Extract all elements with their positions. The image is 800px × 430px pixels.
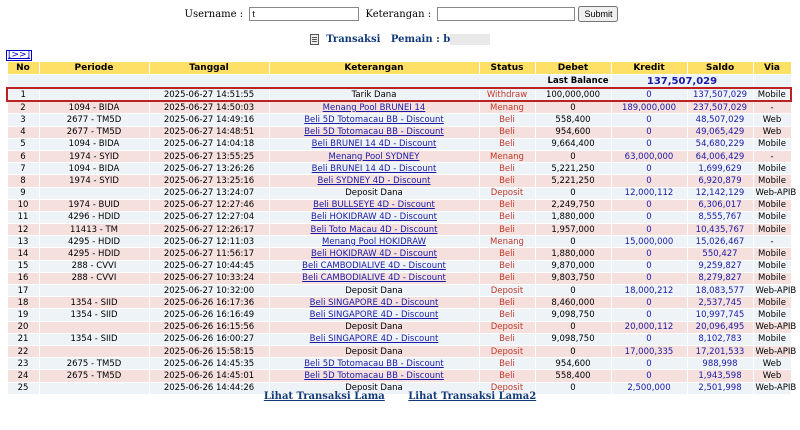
row-saldo: 6,306,017 <box>687 199 753 211</box>
last-balance-empty <box>753 75 791 89</box>
row-periode: 1354 - SIID <box>39 333 149 345</box>
row-status: Beli <box>479 224 535 236</box>
row-kredit: 0 <box>611 126 687 138</box>
row-status: Beli <box>479 114 535 126</box>
row-saldo: 2,537,745 <box>687 297 753 309</box>
row-debet: 100,000,000 <box>535 88 611 101</box>
row-number: 23 <box>7 358 39 370</box>
row-saldo: 9,259,827 <box>687 260 753 272</box>
row-tanggal: 2025-06-26 16:17:36 <box>149 297 269 309</box>
row-tanggal: 2025-06-27 14:51:55 <box>149 88 269 101</box>
row-keterangan: Deposit Dana <box>269 187 479 199</box>
row-keterangan <box>269 150 479 162</box>
last-balance-label: Last Balance <box>7 75 611 89</box>
row-keterangan <box>269 114 479 126</box>
row-keterangan <box>269 236 479 248</box>
row-status: Beli <box>479 199 535 211</box>
row-status: Menang <box>479 101 535 114</box>
row-periode: 4295 - HDID <box>39 236 149 248</box>
row-kredit: 2,500,000 <box>611 382 687 394</box>
row-kredit: 63,000,000 <box>611 150 687 162</box>
row-keterangan-link[interactable]: Beli SINGAPORE 4D - Discount <box>309 334 439 345</box>
row-kredit: 0 <box>611 199 687 211</box>
row-via: Mobile <box>753 199 791 211</box>
row-number: 7 <box>7 163 39 175</box>
old-transactions-link[interactable]: Lihat Transaksi Lama <box>263 391 385 402</box>
column-header: Keterangan <box>269 62 479 75</box>
row-tanggal: 2025-06-27 10:32:00 <box>149 285 269 297</box>
pemain-label: Pemain : b <box>390 34 451 45</box>
row-periode <box>39 285 149 297</box>
table-row <box>7 272 791 284</box>
row-periode <box>39 345 149 357</box>
row-tanggal: 2025-06-26 16:16:49 <box>149 309 269 321</box>
row-debet: 2,249,750 <box>535 199 611 211</box>
row-via: Web <box>753 114 791 126</box>
row-number: 12 <box>7 224 39 236</box>
row-keterangan <box>269 175 479 187</box>
row-debet: 0 <box>535 321 611 333</box>
table-row <box>7 88 791 101</box>
column-header: Kredit <box>611 62 687 75</box>
row-kredit: 15,000,000 <box>611 236 687 248</box>
row-via: Mobile <box>753 248 791 260</box>
row-status: Beli <box>479 358 535 370</box>
row-via: Web-APIB <box>753 187 791 199</box>
row-debet: 1,880,000 <box>535 211 611 223</box>
old-transactions-link-2[interactable]: Lihat Transaksi Lama2 <box>408 391 537 402</box>
row-periode: 4295 - HDID <box>39 248 149 260</box>
row-debet: 0 <box>535 382 611 394</box>
row-periode <box>39 187 149 199</box>
row-saldo: 550,427 <box>687 248 753 260</box>
row-tanggal: 2025-06-26 15:58:15 <box>149 345 269 357</box>
row-number: 25 <box>7 382 39 394</box>
table-row <box>7 358 791 370</box>
row-keterangan: Deposit Dana <box>269 285 479 297</box>
row-via: Mobile <box>753 309 791 321</box>
row-keterangan <box>269 333 479 345</box>
row-keterangan-link[interactable]: Beli SYDNEY 4D - Discount <box>317 175 431 186</box>
row-periode: 1354 - SIID <box>39 297 149 309</box>
row-status: Beli <box>479 175 535 187</box>
row-periode: 1094 - BIDA <box>39 101 149 114</box>
row-number: 1 <box>7 88 39 101</box>
row-via: Mobile <box>753 260 791 272</box>
row-periode: 1974 - SYID <box>39 175 149 187</box>
row-kredit: 0 <box>611 370 687 382</box>
row-status: Menang <box>479 236 535 248</box>
table-row <box>7 150 791 162</box>
row-saldo: 49,065,429 <box>687 126 753 138</box>
row-keterangan: Deposit Dana <box>269 321 479 333</box>
row-via: - <box>753 101 791 114</box>
table-row <box>7 138 791 150</box>
row-tanggal: 2025-06-27 14:04:18 <box>149 138 269 150</box>
row-keterangan-link[interactable]: Beli 5D Totomacau BB - Discount <box>304 370 444 381</box>
table-row <box>7 126 791 138</box>
row-keterangan <box>269 309 479 321</box>
footer-links <box>0 391 800 402</box>
row-number: 3 <box>7 114 39 126</box>
row-via: Web-APIB <box>753 285 791 297</box>
row-keterangan <box>269 211 479 223</box>
row-periode: 2677 - TM5D <box>39 114 149 126</box>
row-periode: 11413 - TM <box>39 224 149 236</box>
submit-button[interactable]: Submit <box>578 6 618 22</box>
row-number: 20 <box>7 321 39 333</box>
row-saldo: 48,507,029 <box>687 114 753 126</box>
row-kredit: 0 <box>611 358 687 370</box>
row-tanggal: 2025-06-27 12:27:04 <box>149 211 269 223</box>
username-label: Username : <box>184 8 244 20</box>
row-via: Web <box>753 370 791 382</box>
row-status: Beli <box>479 370 535 382</box>
row-status: Menang <box>479 150 535 162</box>
row-tanggal: 2025-06-27 10:44:45 <box>149 260 269 272</box>
row-saldo: 988,998 <box>687 358 753 370</box>
row-number: 9 <box>7 187 39 199</box>
column-header: No <box>7 62 39 75</box>
row-tanggal: 2025-06-27 12:11:03 <box>149 236 269 248</box>
table-row <box>7 285 791 297</box>
document-icon <box>310 34 319 45</box>
row-status: Beli <box>479 163 535 175</box>
row-number: 13 <box>7 236 39 248</box>
row-keterangan-link[interactable]: Beli CAMBODIALIVE 4D - Discount <box>302 273 446 284</box>
row-tanggal: 2025-06-27 14:50:03 <box>149 101 269 114</box>
row-status: Deposit <box>479 187 535 199</box>
row-debet: 1,880,000 <box>535 248 611 260</box>
row-keterangan <box>269 224 479 236</box>
row-number: 22 <box>7 345 39 357</box>
row-via: - <box>753 236 791 248</box>
row-via: Mobile <box>753 297 791 309</box>
row-keterangan-link[interactable]: Menang Pool SYDNEY <box>328 151 420 162</box>
row-status: Withdraw <box>479 88 535 101</box>
row-via: Web-APIB <box>753 382 791 394</box>
row-status: Deposit <box>479 345 535 357</box>
row-kredit: 0 <box>611 248 687 260</box>
row-keterangan <box>269 101 479 114</box>
row-status: Deposit <box>479 321 535 333</box>
row-keterangan <box>269 126 479 138</box>
row-tanggal: 2025-06-26 14:45:35 <box>149 358 269 370</box>
page-title <box>0 34 800 45</box>
row-saldo: 8,555,767 <box>687 211 753 223</box>
row-via: Web <box>753 126 791 138</box>
row-via: - <box>753 150 791 162</box>
table-row <box>7 333 791 345</box>
row-saldo: 1,943,598 <box>687 370 753 382</box>
row-saldo: 64,006,429 <box>687 150 753 162</box>
row-periode: 1354 - SIID <box>39 309 149 321</box>
row-status: Deposit <box>479 285 535 297</box>
row-keterangan <box>269 358 479 370</box>
row-saldo: 8,102,783 <box>687 333 753 345</box>
row-kredit: 0 <box>611 297 687 309</box>
row-tanggal: 2025-06-26 14:45:01 <box>149 370 269 382</box>
row-saldo: 6,920,879 <box>687 175 753 187</box>
row-debet: 0 <box>535 101 611 114</box>
row-kredit: 12,000,112 <box>611 187 687 199</box>
row-via: Mobile <box>753 163 791 175</box>
row-saldo: 18,083,577 <box>687 285 753 297</box>
row-keterangan <box>269 260 479 272</box>
row-periode: 4296 - HDID <box>39 211 149 223</box>
row-debet: 5,221,250 <box>535 175 611 187</box>
row-keterangan: Deposit Dana <box>269 382 479 394</box>
row-periode: 2675 - TM5D <box>39 358 149 370</box>
row-keterangan-link[interactable]: Beli 5D Totomacau BB - Discount <box>304 127 444 138</box>
column-header: Periode <box>39 62 149 75</box>
row-status: Beli <box>479 211 535 223</box>
row-number: 17 <box>7 285 39 297</box>
row-periode: 288 - CVVI <box>39 260 149 272</box>
row-tanggal: 2025-06-27 14:49:16 <box>149 114 269 126</box>
row-kredit: 17,000,335 <box>611 345 687 357</box>
row-tanggal: 2025-06-27 14:48:51 <box>149 126 269 138</box>
row-keterangan-link[interactable]: Beli BRUNEI 14 4D - Discount <box>311 139 437 150</box>
row-keterangan-link[interactable]: Beli BRUNEI 14 4D - Discount <box>311 163 437 174</box>
row-tanggal: 2025-06-27 10:33:24 <box>149 272 269 284</box>
table-row <box>7 224 791 236</box>
row-periode <box>39 88 149 101</box>
row-via: Web <box>753 358 791 370</box>
row-via: Mobile <box>753 333 791 345</box>
row-number: 6 <box>7 150 39 162</box>
row-keterangan-link[interactable]: Beli SINGAPORE 4D - Discount <box>309 309 439 320</box>
row-debet: 0 <box>535 150 611 162</box>
row-status: Beli <box>479 333 535 345</box>
row-number: 21 <box>7 333 39 345</box>
row-periode: 1974 - SYID <box>39 150 149 162</box>
row-debet: 954,600 <box>535 126 611 138</box>
row-number: 24 <box>7 370 39 382</box>
row-debet: 558,400 <box>535 370 611 382</box>
row-keterangan: Tarik Dana <box>269 88 479 101</box>
row-keterangan <box>269 370 479 382</box>
table-row <box>7 309 791 321</box>
transaction-table <box>6 61 797 395</box>
row-number: 19 <box>7 309 39 321</box>
row-saldo: 137,507,029 <box>687 88 753 101</box>
row-keterangan-link[interactable]: Menang Pool HOKIDRAW <box>322 236 426 247</box>
row-periode: 1974 - BUID <box>39 199 149 211</box>
row-keterangan-link[interactable]: Beli SINGAPORE 4D - Discount <box>309 297 439 308</box>
row-kredit: 0 <box>611 309 687 321</box>
table-row <box>7 370 791 382</box>
row-number: 5 <box>7 138 39 150</box>
keterangan-label: Keterangan : <box>365 8 432 20</box>
row-via: Mobile <box>753 175 791 187</box>
row-keterangan-link[interactable]: Beli CAMBODIALIVE 4D - Discount <box>302 261 446 272</box>
row-via: Mobile <box>753 272 791 284</box>
table-row <box>7 345 791 357</box>
row-via: Web-APIB <box>753 345 791 357</box>
row-status: Beli <box>479 126 535 138</box>
redacted-player-name <box>450 34 490 45</box>
column-header: Status <box>479 62 535 75</box>
table-row <box>7 297 791 309</box>
row-number: 2 <box>7 101 39 114</box>
table-row <box>7 321 791 333</box>
row-saldo: 12,142,129 <box>687 187 753 199</box>
row-keterangan-link[interactable]: Menang Pool BRUNEI 14 <box>322 102 426 113</box>
expand-link[interactable]: [>>] <box>8 50 31 60</box>
row-tanggal: 2025-06-27 11:56:17 <box>149 248 269 260</box>
row-kredit: 0 <box>611 138 687 150</box>
row-status: Beli <box>479 297 535 309</box>
table-row <box>7 199 791 211</box>
row-saldo: 20,096,495 <box>687 321 753 333</box>
row-keterangan <box>269 163 479 175</box>
row-saldo: 10,435,767 <box>687 224 753 236</box>
table-row <box>7 101 791 114</box>
search-form <box>0 6 800 22</box>
row-number: 10 <box>7 199 39 211</box>
row-via: Mobile <box>753 138 791 150</box>
row-tanggal: 2025-06-26 14:44:26 <box>149 382 269 394</box>
row-kredit: 0 <box>611 211 687 223</box>
row-number: 8 <box>7 175 39 187</box>
row-debet: 9,664,400 <box>535 138 611 150</box>
table-row <box>7 260 791 272</box>
keterangan-input[interactable] <box>437 7 575 21</box>
row-tanggal: 2025-06-27 13:26:26 <box>149 163 269 175</box>
row-keterangan: Deposit Dana <box>269 345 479 357</box>
row-saldo: 15,026,467 <box>687 236 753 248</box>
row-debet: 1,957,000 <box>535 224 611 236</box>
row-keterangan <box>269 199 479 211</box>
row-number: 4 <box>7 126 39 138</box>
row-debet: 954,600 <box>535 358 611 370</box>
row-tanggal: 2025-06-27 12:27:46 <box>149 199 269 211</box>
row-tanggal: 2025-06-26 16:15:56 <box>149 321 269 333</box>
row-status: Beli <box>479 138 535 150</box>
row-debet: 558,400 <box>535 114 611 126</box>
row-debet: 9,803,750 <box>535 272 611 284</box>
row-keterangan-link[interactable]: Beli 5D Totomacau BB - Discount <box>304 358 444 369</box>
row-tanggal: 2025-06-27 12:26:17 <box>149 224 269 236</box>
last-balance-value: 137,507,029 <box>611 75 753 89</box>
row-debet: 9,098,750 <box>535 333 611 345</box>
row-keterangan-link[interactable]: Beli HOKIDRAW 4D - Discount <box>311 212 437 223</box>
column-header: Saldo <box>687 62 753 75</box>
row-saldo: 2,501,998 <box>687 382 753 394</box>
row-kredit: 0 <box>611 163 687 175</box>
row-keterangan-link[interactable]: Beli Toto Macau 4D - Discount <box>310 224 438 235</box>
row-periode: 1094 - BIDA <box>39 163 149 175</box>
row-debet: 5,221,250 <box>535 163 611 175</box>
row-kredit: 0 <box>611 224 687 236</box>
row-number: 15 <box>7 260 39 272</box>
row-keterangan-link[interactable]: Beli 5D Totomacau BB - Discount <box>304 114 444 125</box>
column-header: Tanggal <box>149 62 269 75</box>
row-via: Mobile <box>753 211 791 223</box>
row-number: 11 <box>7 211 39 223</box>
table-row <box>7 175 791 187</box>
table-row <box>7 248 791 260</box>
row-via: Web-APIB <box>753 321 791 333</box>
title-label: Transaksi <box>326 34 381 45</box>
row-kredit: 0 <box>611 260 687 272</box>
row-via: Mobile <box>753 224 791 236</box>
column-header: Via <box>753 62 791 75</box>
table-row <box>7 114 791 126</box>
row-saldo: 17,201,533 <box>687 345 753 357</box>
row-number: 16 <box>7 272 39 284</box>
table-row <box>7 187 791 199</box>
row-saldo: 54,680,229 <box>687 138 753 150</box>
row-periode <box>39 321 149 333</box>
row-kredit: 20,000,112 <box>611 321 687 333</box>
row-debet: 0 <box>535 187 611 199</box>
row-number: 18 <box>7 297 39 309</box>
row-status: Beli <box>479 272 535 284</box>
row-debet: 0 <box>535 285 611 297</box>
row-tanggal: 2025-06-27 13:55:25 <box>149 150 269 162</box>
row-status: Deposit <box>479 382 535 394</box>
row-kredit: 18,000,212 <box>611 285 687 297</box>
row-via: Mobile <box>753 88 791 101</box>
row-kredit: 0 <box>611 88 687 101</box>
column-header: Debet <box>535 62 611 75</box>
row-saldo: 237,507,029 <box>687 101 753 114</box>
row-saldo: 10,997,745 <box>687 309 753 321</box>
row-debet: 9,870,000 <box>535 260 611 272</box>
table-row <box>7 163 791 175</box>
row-kredit: 0 <box>611 272 687 284</box>
table-row <box>7 211 791 223</box>
row-periode: 288 - CVVI <box>39 272 149 284</box>
row-status: Beli <box>479 248 535 260</box>
row-keterangan <box>269 272 479 284</box>
row-keterangan-link[interactable]: Beli BULLSEYE 4D - Discount <box>313 200 435 211</box>
row-debet: 9,098,750 <box>535 309 611 321</box>
row-status: Beli <box>479 309 535 321</box>
row-tanggal: 2025-06-27 13:24:07 <box>149 187 269 199</box>
row-keterangan <box>269 138 479 150</box>
row-saldo: 8,279,827 <box>687 272 753 284</box>
row-debet: 0 <box>535 236 611 248</box>
row-kredit: 0 <box>611 333 687 345</box>
row-keterangan-link[interactable]: Beli HOKIDRAW 4D - Discount <box>311 249 437 260</box>
last-balance-row <box>7 75 791 89</box>
row-tanggal: 2025-06-26 16:00:27 <box>149 333 269 345</box>
row-debet: 8,460,000 <box>535 297 611 309</box>
row-debet: 0 <box>535 345 611 357</box>
row-status: Beli <box>479 260 535 272</box>
row-periode: 2677 - TM5D <box>39 126 149 138</box>
row-periode: 2675 - TM5D <box>39 370 149 382</box>
row-kredit: 0 <box>611 114 687 126</box>
row-number: 14 <box>7 248 39 260</box>
row-keterangan <box>269 248 479 260</box>
row-periode: 1094 - BIDA <box>39 138 149 150</box>
row-kredit: 189,000,000 <box>611 101 687 114</box>
row-saldo: 1,699,629 <box>687 163 753 175</box>
row-kredit: 0 <box>611 175 687 187</box>
table-header-row <box>7 62 791 75</box>
row-keterangan <box>269 297 479 309</box>
row-tanggal: 2025-06-27 13:25:16 <box>149 175 269 187</box>
username-input[interactable] <box>249 7 359 21</box>
table-row <box>7 236 791 248</box>
